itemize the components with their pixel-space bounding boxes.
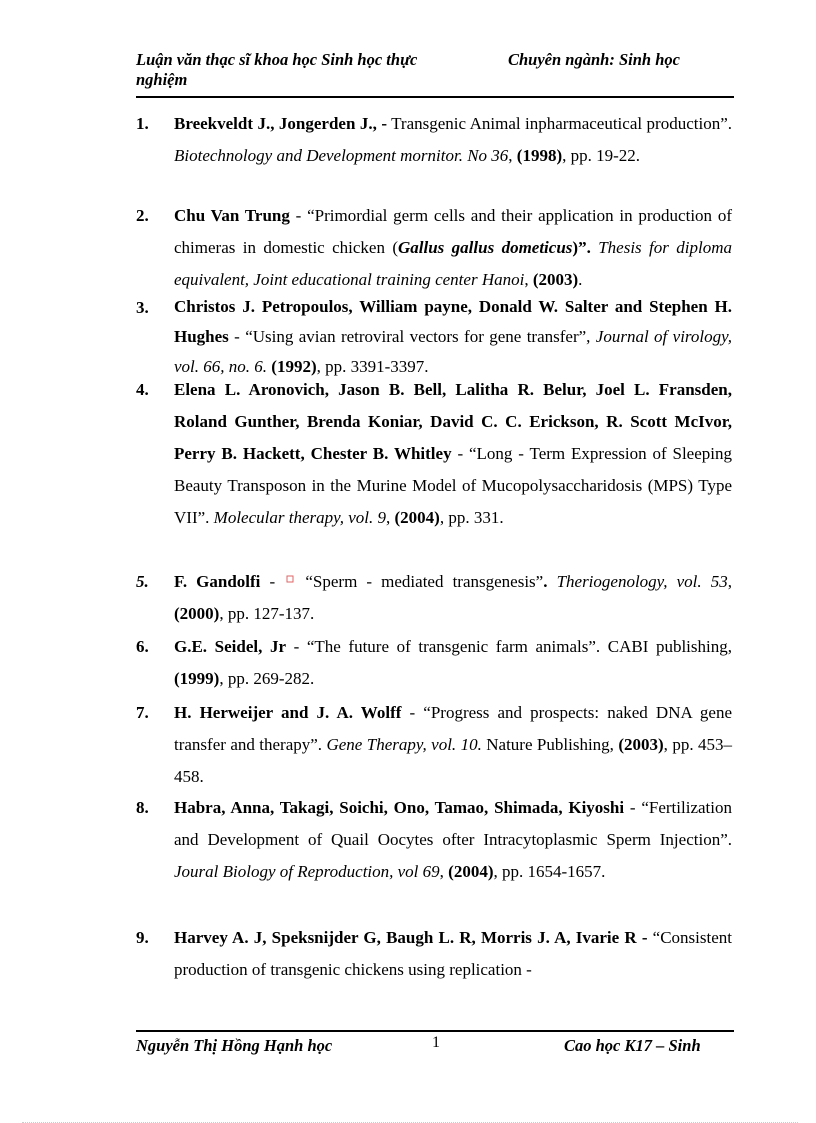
reference-title-main: “Sperm - mediated transgenesis” xyxy=(296,572,544,591)
reference-text xyxy=(174,108,732,172)
reference-pages: , pp. 269-282. xyxy=(219,669,315,688)
reference-year: (1999) xyxy=(174,669,220,688)
reference-item xyxy=(136,292,732,382)
reference-number: 3. xyxy=(136,298,149,317)
reference-pages: , pp. 127-137. xyxy=(219,604,315,623)
reference-journal: Joural Biology of Reproduction, vol 69 xyxy=(174,862,440,881)
footer-author: Nguyễn Thị Hồng Hạnh học xyxy=(136,1036,333,1055)
reference-text xyxy=(174,697,732,793)
reference-number: 1. xyxy=(136,114,149,133)
reference-number: 8. xyxy=(136,798,149,817)
reference-number: 6. xyxy=(136,637,149,656)
reference-title: - “Primordial germ cells and their application in production of chimeras in domestic chicken ( xyxy=(174,206,732,257)
reference-year: (2004) xyxy=(394,508,440,527)
reference-separator: , xyxy=(508,146,517,165)
reference-item xyxy=(136,922,732,986)
reference-title-end: )”. xyxy=(572,238,599,257)
reference-year: (2004) xyxy=(448,862,494,881)
reference-journal: Biotechnology and Development mornitor. No 36 xyxy=(174,146,509,165)
reference-pages: , pp. 19-22. xyxy=(562,146,641,165)
reference-title: - “Progress and prospects: naked DNA gene transfer and therapy”. xyxy=(174,703,733,754)
reference-item xyxy=(136,566,732,630)
reference-title-end: . xyxy=(543,572,557,591)
reference-journal: Theriogenology, vol. 53 xyxy=(556,572,728,591)
reference-authors: Habra, Anna, Takagi, Soichi, Ono, Tamao, Shimada, Kiyoshi xyxy=(174,798,625,817)
reference-year: (2003) xyxy=(532,270,579,289)
reference-year: (2003) xyxy=(618,735,664,754)
reference-publisher: Nature Publishing, xyxy=(481,735,619,754)
reference-separator: , xyxy=(524,270,533,289)
reference-text xyxy=(174,374,732,534)
reference-journal: Thesis for diploma equivalent, Joint educational training center Hanoi xyxy=(174,238,732,289)
header-thesis-title: Luận văn thạc sĩ khoa học Sinh học thực nghiệm xyxy=(136,50,418,89)
reference-title: - “Using avian retroviral vectors for gene transfer”, xyxy=(228,327,596,346)
page-number: 1 xyxy=(432,1034,440,1051)
reference-pages: , pp. 331. xyxy=(439,508,504,527)
reference-text xyxy=(174,200,732,296)
reference-authors: Elena L. Aronovich, Jason B. Bell, Lalitha R. Belur, Joel L. Fransden, Roland Gunther, Brenda Koniar, David C. C. Erickson, R. Scott McIvor, Perry B. Hackett, Chester B. Whitley xyxy=(174,380,732,463)
reference-text xyxy=(174,792,732,888)
reference-number: 2. xyxy=(136,206,149,225)
reference-authors: Harvey A. J, Speksnijder G, Baugh L. R, Morris J. A, Ivarie R - xyxy=(174,928,648,947)
reference-item xyxy=(136,631,732,695)
reference-number: 4. xyxy=(136,380,149,399)
reference-authors: Chu Van Trung xyxy=(174,206,290,225)
reference-pages: . xyxy=(578,270,583,289)
reference-title: - “Long - Term Expression of Sleeping Beauty Transposon in the Murine Model of Mucopolysaccharidosis (MPS) Type VII”. xyxy=(174,444,732,527)
footer-course: Cao học K17 – Sinh xyxy=(564,1036,701,1055)
reference-title: - “The future of transgenic farm animals”. CABI publishing, xyxy=(286,637,732,656)
reference-authors: Christos J. Petropoulos, William payne, Donald W. Salter and Stephen H. Hughes xyxy=(174,297,732,346)
reference-pages: , pp. 3391-3397. xyxy=(316,357,429,376)
reference-title: Transgenic Animal inpharmaceutical production”. xyxy=(387,114,732,133)
reference-text xyxy=(174,631,732,695)
reference-journal: Gene Therapy, vol. 10. xyxy=(326,735,482,754)
reference-title: - xyxy=(260,572,285,591)
page-header xyxy=(136,50,734,98)
reference-year: (1998) xyxy=(516,146,563,165)
reference-authors: F. Gandolfi xyxy=(174,572,261,591)
reference-separator: , xyxy=(727,572,732,591)
reference-item xyxy=(136,374,732,534)
reference-text xyxy=(174,922,732,986)
page-footer xyxy=(136,1030,734,1082)
reference-number: 9. xyxy=(136,928,149,947)
reference-item xyxy=(136,697,732,793)
reference-authors: Breekveldt J., Jongerden J., - xyxy=(174,114,387,133)
reference-separator: , xyxy=(439,862,449,881)
reference-number: 7. xyxy=(136,703,149,722)
reference-year: (1992) xyxy=(267,357,317,376)
reference-authors: G.E. Seidel, Jr xyxy=(174,637,286,656)
reference-separator: , xyxy=(385,508,395,527)
reference-item xyxy=(136,200,732,296)
header-specialty: Chuyên ngành: Sinh học xyxy=(508,50,680,69)
reference-pages: , pp. 453–458. xyxy=(174,735,733,786)
reference-species: Gallus gallus dometicus xyxy=(398,238,573,257)
reference-year: (2000) xyxy=(174,604,220,623)
reference-authors: H. Herweijer and J. A. Wolff xyxy=(174,703,402,722)
reference-pages: , pp. 1654-1657. xyxy=(493,862,606,881)
reference-text xyxy=(174,292,732,382)
reference-item xyxy=(136,108,732,172)
footnote-mark-icon xyxy=(286,575,294,583)
reference-text xyxy=(174,566,732,630)
reference-title: “Consistent production of transgenic chickens using replication - xyxy=(174,928,732,979)
reference-journal: Journal of virology, vol. 66, no. 6. xyxy=(174,327,732,376)
reference-number: 5. xyxy=(136,572,149,591)
reference-journal: Molecular therapy, vol. 9 xyxy=(213,508,386,527)
reference-item xyxy=(136,792,732,888)
reference-title: - “Fertilization and Development of Quail Oocytes ofter Intracytoplasmic Sperm Injection”. xyxy=(174,798,732,849)
